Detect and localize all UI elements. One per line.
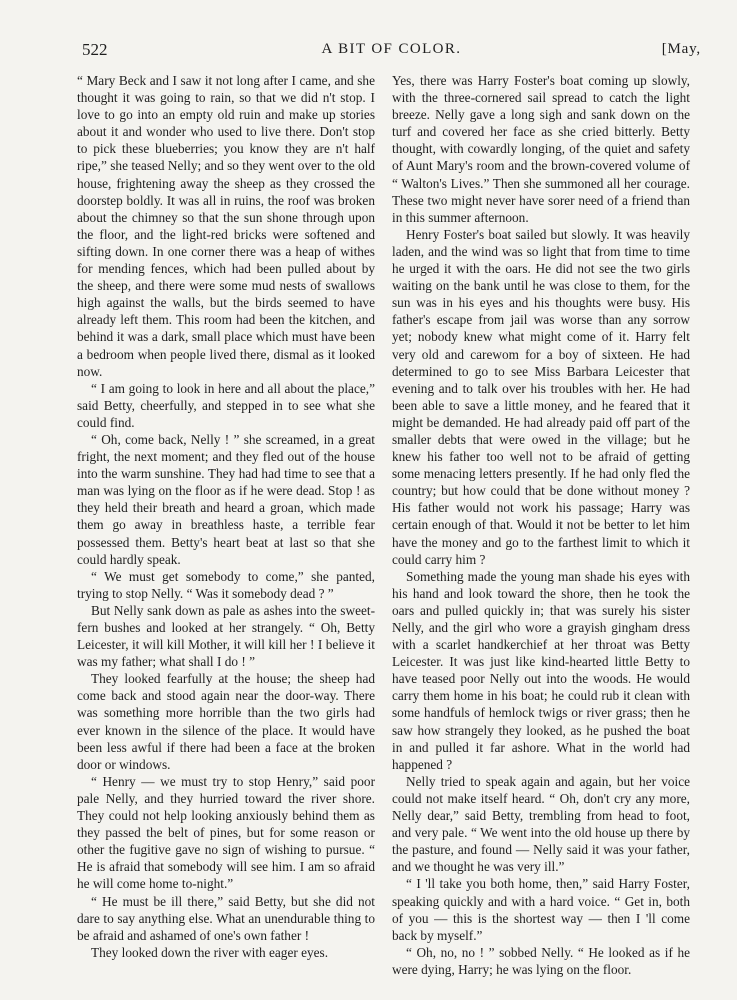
paragraph: “ Oh, no, no ! ” sobbed Nelly. “ He looked as if he were dying, Harry; he was lying on the floor. [392,944,690,977]
paragraph: “ He must be ill there,” said Betty, but she did not dare to say anything else. What an unendurable thing to be afraid and ashamed of one's own father ! [77,893,375,943]
paragraph: “ I am going to look in here and all about the place,” said Betty, cheerfully, and stepped in to see what she could find. [77,380,375,430]
page-number: 522 [82,40,108,59]
paragraph: Something made the young man shade his eyes with his hand and look toward the shore, then he took the oars and pulled quickly in; that was surely his sister Nelly, and the girl who wore a grayish gingham dress with a scarlet handkerchief at her throat was Betty Leicester. It was just like kind-hearted little Betty to have teased poor Nelly out into the woods. He would carry them home in his boat; he could rub it clean with some handfuls of hemlock twigs or river grass; then he saw how strangely they looked, as he pushed the boat in and pulled it far ashore. What in the world had happened ? [392,568,690,772]
paragraph: “ I 'll take you both home, then,” said Harry Foster, speaking quickly and with a hard voice. “ Get in, both of you — this is the shortest way — then I 'll come back by myself.” [392,876,690,943]
right-column [392,72,690,978]
paragraph: “ Henry — we must try to stop Henry,” said poor pale Nelly, and they hurried toward the river shore. They could not help looking anxiously behind them as they passed the belt of pines, but for some reason or other the fugitive gave no sign of wishing to pursue. “ He is afraid that somebody will see him. I am so afraid he will come home to-night.” [77,773,375,892]
left-column [77,72,375,961]
paragraph: Yes, there was Harry Foster's boat coming up slowly, with the three-cornered sail spread to catch the light breeze. Nelly gave a long sigh and sank down on the turf and covered her face as she cried bitterly. Betty thought, with cowardly longing, of the quiet and safety of Aunt Mary's room and the brown-covered volume of “ Walton's Lives.” Then she summoned all her courage. These two might never have sorer need of a friend than in this summer afternoon. [392,73,690,225]
running-title: A BIT OF COLOR. [321,41,462,57]
paragraph: They looked down the river with eager eyes. [91,944,329,960]
running-header [82,40,701,62]
running-month: [May, [661,41,701,57]
paragraph: “ Mary Beck and I saw it not long after I came, and she thought it was going to rain, so that we did n't stop. I love to go into an empty old ruin and make up stories about it and wonder who used to live there. Don't stop to pick these blueberries; you know they are n't half ripe,” she teased Nelly; and so they went over to the old house, frightening away the sheep as they crossed the doorstep boldly. It was all in ruins, the roof was broken about the chimney so that the sun shone through upon the floor, and the light-red bricks were softened and sifting down. In one corner there was a heap of withes for mending fences, which had been pulled about by the sheep, and there were some mud nests of swallows high against the walls, but the birds seemed to have already left them. This room had been the kitchen, and behind it was a dark, small place which must have been a bedroom when people lived there, dismal as it looked now. [77,73,375,379]
paragraph: Nelly tried to speak again and again, but her voice could not make itself heard. “ Oh, don't cry any more, Nelly dear,” said Betty, trembling from head to foot, and very pale. “ We went into the old house up there by the pasture, and found — Nelly said it was your father, and we thought he was very ill.” [392,773,690,875]
paragraph: They looked fearfully at the house; the sheep had come back and stood again near the door-way. There was something more horrible than the two girls had ever known in the silence of the place. It would have been less awful if there had been a face at the broken door or windows. [77,671,375,772]
paragraph: But Nelly sank down as pale as ashes into the sweet-fern bushes and looked at her strangely. “ Oh, Betty Leicester, it will kill Mother, it will kill her ! I believe it was my father; what shall I do ! ” [77,602,375,670]
paragraph: “ Oh, come back, Nelly ! ” she screamed, in a great fright, the next moment; and they fled out of the house into the warm sunshine. They had had time to see that a man was lying on the floor as if he were dead. Stop ! as they held their breath and heard a groan, which made them go away in breathless haste, a terrible fear possessed them. Betty's heart beat at last so that she could hardly speak. [77,431,375,567]
paragraph: “ We must get somebody to come,” she panted, trying to stop Nelly. “ Was it somebody dead ? ” [77,568,375,601]
paragraph: Henry Foster's boat sailed but slowly. It was heavily laden, and the wind was so light that from time to time he urged it with the oars. He did not see the two girls waiting on the bank until he was close to them, for the sun was in his eyes and his thoughts were busy. His father's escape from jail was worse than any sorrow yet; nobody knew what might come of it. Harry felt very old and carewom for a boy of sixteen. He had determined to go to see Miss Barbara Leicester that evening and to talk over his troubles with her. He had been able to save a little money, and he feared that it might be demanded. He had already paid off part of the smaller debts that were owed in the village; but he knew his father too well not to be afraid of getting some menacing letters presently. If he had only fled the country; but how could that be done without money ? His father would not work his passage; Harry was certain enough of that. Would it not be better to let him have the money and go to the farthest limit to which it could carry him ? [392,226,690,567]
